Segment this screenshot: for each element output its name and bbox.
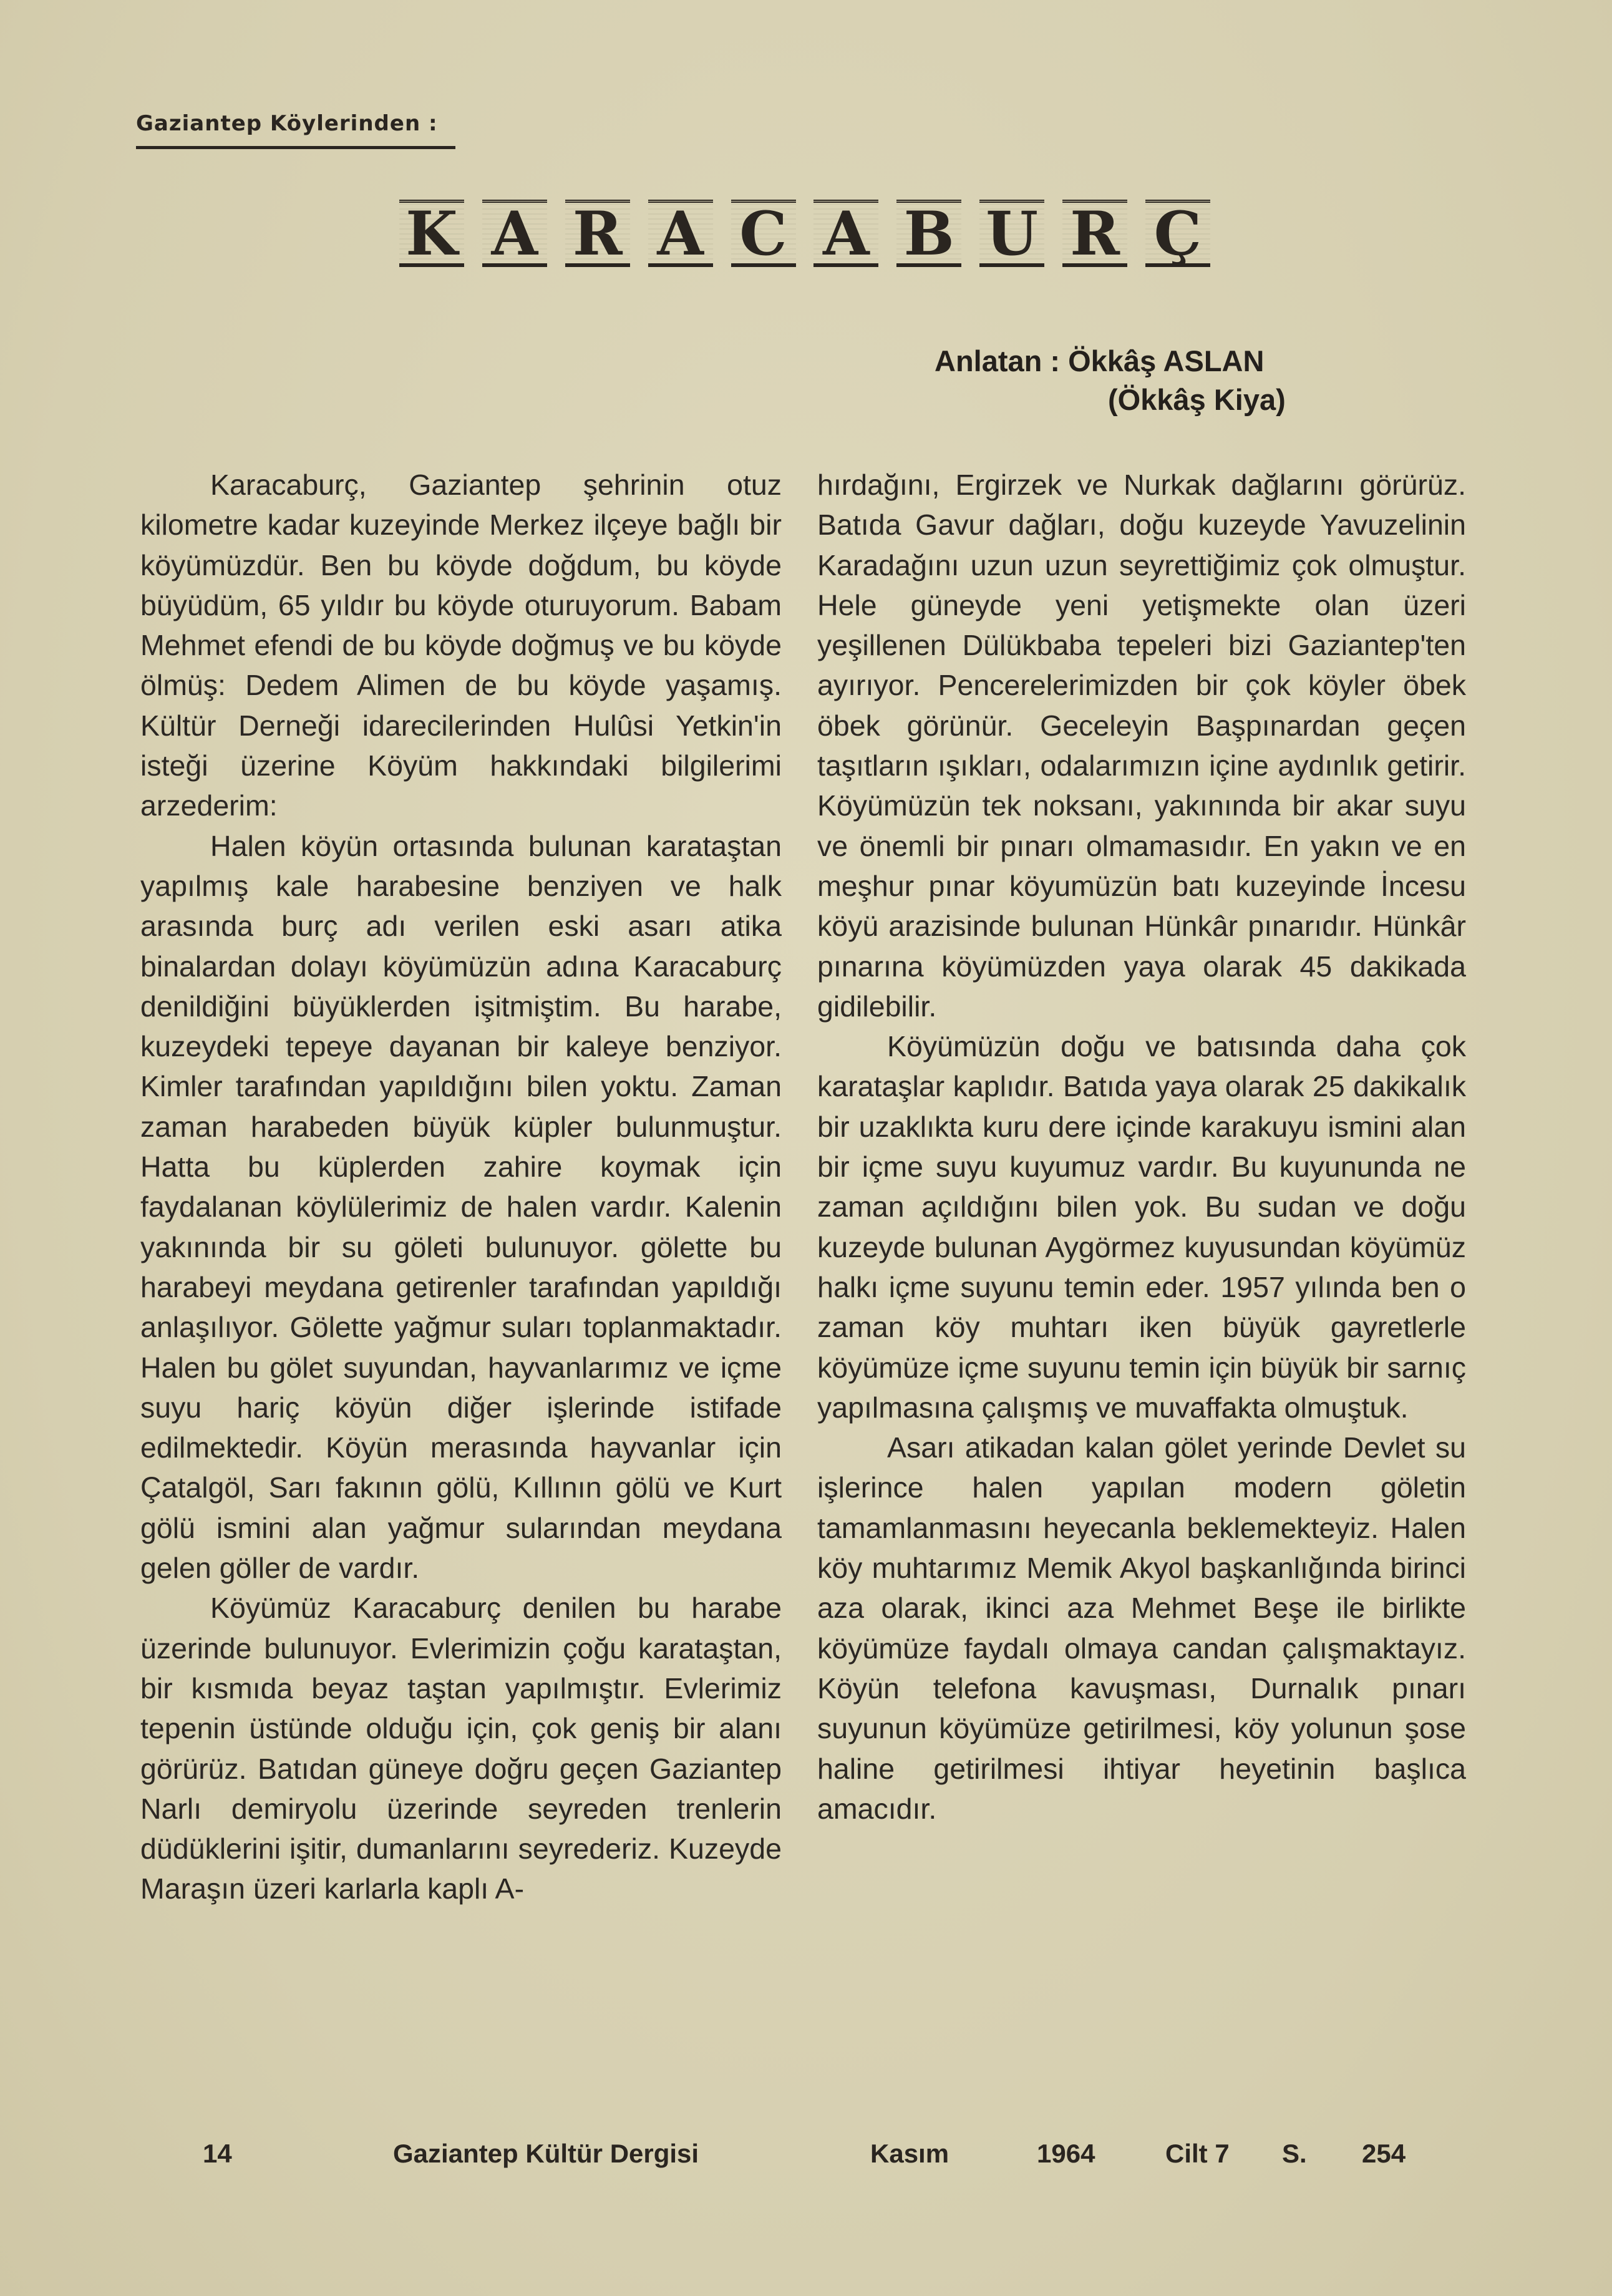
title-letter: B [896, 200, 961, 267]
page-number: 14 [203, 2139, 232, 2168]
byline [935, 342, 1286, 419]
narrator-name: Anlatan : Ökkâş ASLAN [935, 344, 1265, 377]
narrator-alias: (Ökkâş Kiya) [1108, 383, 1286, 416]
title-letter: U [979, 200, 1044, 267]
paragraph: Köyümüz Karacaburç denilen bu harabe üzerinde bulunuyor. Evlerimizin çoğu karataştan, bir kısmıda beyaz taştan yapılmıştır. Evlerimiz tepenin üstünde olduğu için, çok geniş bir alanı görürüz. Batıdan güneye doğru geçen Gaziantep Narlı demiryolu üzerinde seyreden trenlerin düdüklerini işitir, dumanlarını seyrederiz. Kuzeyde Maraşın üzeri karlarla kaplı A- [140, 1592, 782, 1905]
paragraph: hırdağını, Ergirzek ve Nurkak dağlarını görürüz. Batıda Gavur dağları, doğu kuzeyde Yavuzelinin Karadağını uzun uzun seyrettiğimiz çok olmuştur. Hele güneyde yeni yetişmekte olan üzeri yeşillenen Dülükbaba tepeleri bizi Gaziantep'ten ayırıyor. Pencerelerimizden bir çok köyler öbek öbek görünür. Geceleyin Başpınardan geçen taşıtların ışıkları, odalarımızın içine aydınlık getirir. Köyümüzün tek noksanı, yakınında bir akar suyu ve önemli bir pınarı olmamasıdır. En yakın ve en meşhur pınar köyumüzün batı kuzeyinde İncesu köyü arazisinde bulunan Hünkâr pınarıdır. Hünkâr pınarına köyümüzden yaya olarak 45 dakikada gidilebilir. [817, 469, 1466, 1023]
volume: Cilt 7 [1165, 2139, 1230, 2168]
paragraph: Karacaburç, Gaziantep şehrinin otuz kilometre kadar kuzeyinde Merkez ilçeye bağlı bir köyümüzdür. Ben bu köyde doğdum, bu köyde büyüdüm, 65 yıldır bu köyde oturuyorum. Babam Mehmet efendi de bu köyde doğmuş ve bu köyde ölmüş: Dedem Alimen de bu köyde yaşamış. Kültür Derneği idarecilerinden Hulûsi Yetkin'in isteği üzerine Köyüm hakkındaki bilgilerimi arzederim: [140, 469, 782, 822]
issue-year: 1964 [1037, 2139, 1095, 2168]
journal-name: Gaziantep Kültür Dergisi [393, 2139, 699, 2168]
paragraph: Asarı atikadan kalan gölet yerinde Devlet su işlerince halen yapılan modern göletin tamamlanmasını heyecanla beklemekteyiz. Halen köy muhtarımız Memik Akyol başkanlığında birinci aza olarak, ikinci aza Mehmet Beşe ile birlikte köyümüze faydalı olmaya candan çalışmaktayız. Köyün telefona kavuşması, Durnalık pınarı suyunun köyümüze getirilmesi, köy yolunun şose haline getirilmesi ihtiyar heyetinin başlıca amacıdır. [817, 1431, 1466, 1825]
page-footer [0, 2139, 1612, 2176]
article-title [399, 200, 1210, 275]
issue-number: 254 [1362, 2139, 1406, 2168]
section-label: Gaziantep Köylerinden : [136, 111, 438, 136]
issue-label: S. [1282, 2139, 1307, 2168]
right-column [817, 465, 1466, 1829]
title-letter: A [648, 200, 713, 267]
issue-month: Kasım [870, 2139, 949, 2168]
title-letter: R [565, 200, 630, 267]
title-letter: Ç [1145, 200, 1210, 267]
title-letter: K [399, 200, 464, 267]
left-column [140, 465, 782, 1909]
paragraph: Köyümüzün doğu ve batısında daha çok karataşlar kaplıdır. Batıda yaya olarak 25 dakikalık bir uzaklıkta kuru dere içinde karakuyu ismini alan bir içme suyu kuyumuz vardır. Bu kuyununda ne zaman açıldığını bilen yok. Bu sudan ve doğu kuzeyde bulunan Aygörmez kuyusundan köyümüz halkı içme suyunu temin eder. 1957 yılında ben o zaman köy muhtarı iken büyük gayretlerle köyümüze içme suyunu temin için büyük bir sarnıç yapılmasına çalışmış ve muvaffakta olmuştuk. [817, 1030, 1466, 1424]
header-rule [136, 146, 455, 149]
paragraph: Halen köyün ortasında bulunan karataştan yapılmış kale harabesine benziyen ve halk arasında burç adı verilen eski asarı atika binalardan dolayı köyümüzün adına Karacaburç denildiğini büyüklerden işitmiştim. Bu harabe, kuzeydeki tepeye dayanan bir kaleye benziyor. Kimler tarafından yapıldığını bilen yoktu. Zaman zaman harabeden büyük küpler bulunmuştur. Hatta bu küplerden zahire koymak için faydalanan köylülerimiz de halen vardır. Kalenin yakınında bir su göleti bulunuyor. gölette bu harabeyi meydana getirenler tarafından yapıldığı anlaşılıyor. Gölette yağmur suları toplanmaktadır. Halen bu gölet suyundan, hayvanlarımız ve içme suyu hariç köyün diğer işlerinde istifade edilmektedir. Köyün merasında hayvanlar için Çatalgöl, Sarı fakının gölü, Kıllının gölü ve Kurt gölü ismini alan yağmur sularından meydana gelen göller de vardır. [140, 829, 782, 1585]
title-letter: A [813, 200, 878, 267]
title-letter: A [482, 200, 547, 267]
title-letter: R [1062, 200, 1127, 267]
title-letter: C [731, 200, 796, 267]
